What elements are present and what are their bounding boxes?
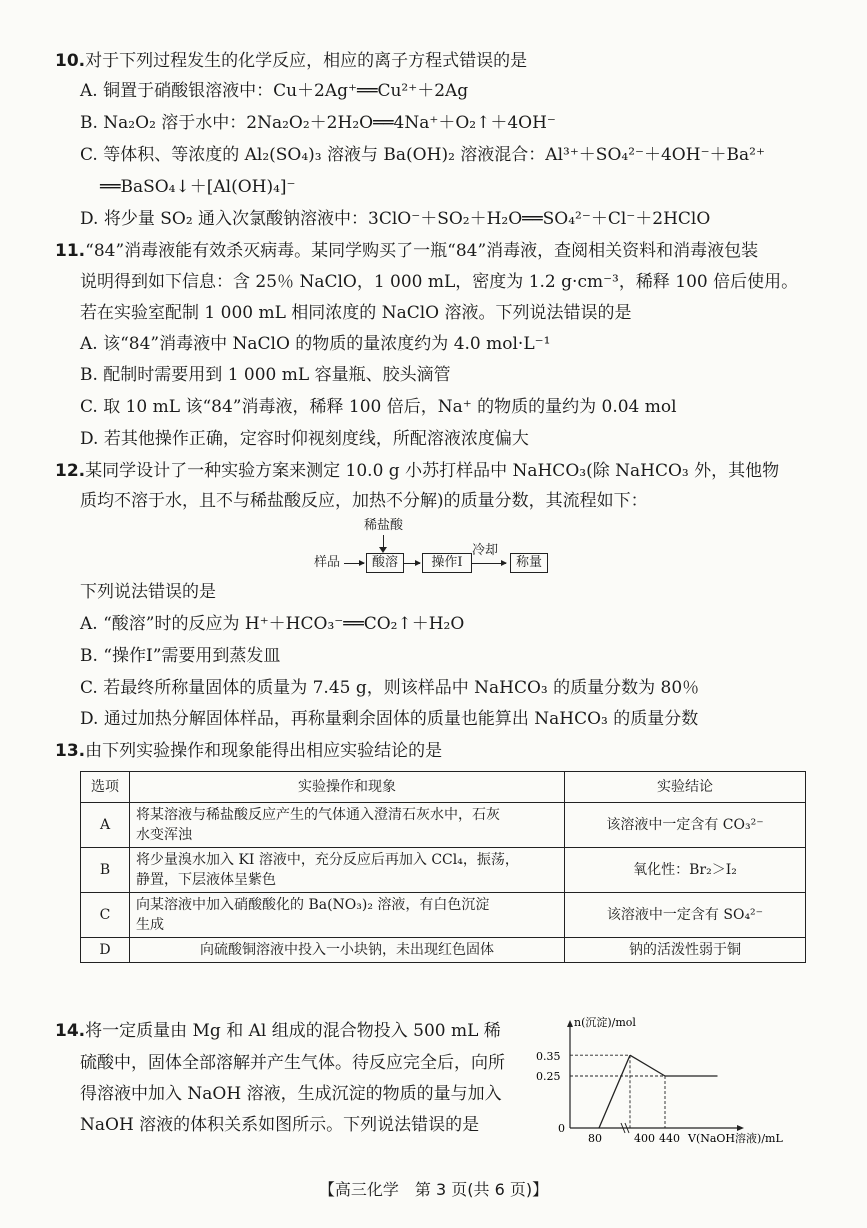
row-operation-line2: 水变浑浊	[136, 827, 192, 843]
row-operation: 向硫酸铜溶液中投入一小块钠，未出现红色固体	[130, 938, 565, 963]
y-tick-label: 0.35	[536, 1050, 561, 1063]
q11-stem-line1: “84”消毒液能有效杀灭病毒。某同学购买了一瓶“84”消毒液，查阅相关资料和消毒液包装	[85, 241, 759, 261]
row-option: C	[81, 893, 130, 938]
q13-number: 13.	[55, 741, 86, 761]
row-operation-line2: 静置，下层液体呈紫色	[136, 872, 276, 888]
q10-stem	[55, 50, 527, 72]
q11-option-a: A. 该“84”消毒液中 NaClO 的物质的量浓度约为 4.0 mol·L⁻¹	[80, 334, 551, 354]
q10-option-a: A. 铜置于硝酸银溶液中：Cu＋2Ag⁺══Cu²⁺＋2Ag	[80, 81, 469, 101]
q10-stem-text: 对于下列过程发生的化学反应，相应的离子方程式错误的是	[85, 51, 528, 71]
flow-step-weigh: 称量	[510, 553, 548, 573]
header-operation: 实验操作和现象	[130, 772, 565, 803]
table-header-row	[81, 772, 806, 803]
q14-stem-line4: NaOH 溶液的体积关系如图所示。下列说法错误的是	[80, 1115, 480, 1135]
q11-stem-line3: 若在实验室配制 1 000 mL 相同浓度的 NaClO 溶液。下列说法错误的是	[80, 303, 632, 323]
graph-marks	[570, 1055, 718, 1128]
q10-number: 10.	[55, 51, 86, 71]
x-tick-label: 440	[659, 1132, 680, 1145]
x-axis-label: V(NaOH溶液)/mL	[688, 1132, 783, 1145]
row-conclusion: 该溶液中一定含有 CO₃²⁻	[565, 803, 806, 848]
x-axis-arrow	[737, 1125, 744, 1131]
row-option: B	[81, 848, 130, 893]
q12-stem-line2: 质均不溶于水，且不与稀盐酸反应，加热不分解)的质量分数，其流程如下：	[80, 491, 648, 511]
y-axis-label: n(沉淀)/mol	[574, 1016, 636, 1029]
q13-stem	[55, 740, 442, 762]
x-tick-label: 400	[634, 1132, 655, 1145]
q12-stem-line1: 某同学设计了一种实验方案来测定 10.0 g 小苏打样品中 NaHCO₃(除 NaHCO₃ 外，其他物	[85, 461, 780, 481]
curve-segment	[630, 1055, 665, 1076]
row-option: A	[81, 803, 130, 848]
row-conclusion: 氧化性：Br₂＞I₂	[565, 848, 806, 893]
header-conclusion: 实验结论	[565, 772, 806, 803]
table-row	[81, 803, 806, 848]
row-operation-line1: 向某溶液中加入硝酸酸化的 Ba(NO₃)₂ 溶液，有白色沉淀	[136, 897, 490, 913]
q14-stem-line3: 得溶液中加入 NaOH 溶液，生成沉淀的物质的量与加入	[80, 1084, 502, 1104]
q11-stem-line2: 说明得到如下信息：含 25％ NaClO，1 000 mL，密度为 1.2 g·cm⁻³，稀释 100 倍后使用。	[80, 272, 799, 292]
header-option: 选项	[81, 772, 130, 803]
table-row	[81, 848, 806, 893]
q11-option-b: B. 配制时需要用到 1 000 mL 容量瓶、胶头滴管	[80, 365, 451, 385]
q14-stem-line2: 硫酸中，固体全部溶解并产生气体。待反应完全后，向所	[80, 1053, 505, 1073]
x-tick-label: 80	[588, 1132, 602, 1145]
row-option: D	[81, 938, 130, 963]
q13-stem-text: 由下列实验操作和现象能得出相应实验结论的是	[85, 741, 443, 761]
q10-option-d: D. 将少量 SO₂ 通入次氯酸钠溶液中：3ClO⁻＋SO₂＋H₂O══SO₄²⁻＋Cl⁻＋2HClO	[80, 209, 711, 229]
flow-arrow-1	[344, 563, 364, 564]
flow-cool: 冷却	[472, 543, 499, 558]
row-operation	[130, 893, 565, 938]
q12-lead: 下列说法错误的是	[80, 582, 216, 602]
row-conclusion: 该溶液中一定含有 SO₄²⁻	[565, 893, 806, 938]
q11-number: 11.	[55, 241, 86, 261]
curve-segment	[599, 1055, 630, 1128]
row-conclusion: 钠的活泼性弱于铜	[565, 938, 806, 963]
row-operation-line2: 生成	[136, 917, 164, 933]
q10-option-c: C. 等体积、等浓度的 Al₂(SO₄)₃ 溶液与 Ba(OH)₂ 溶液混合：Al³⁺＋SO₄²⁻＋4OH⁻＋Ba²⁺	[80, 145, 765, 165]
q10-option-c-cont: ══BaSO₄↓＋[Al(OH)₄]⁻	[100, 177, 296, 197]
q11-stem	[55, 240, 758, 262]
q11-option-d: D. 若其他操作正确，定容时仰视刻度线，所配溶液浓度偏大	[80, 429, 529, 449]
q12-number: 12.	[55, 461, 86, 481]
q12-option-b: B. “操作Ⅰ”需要用到蒸发皿	[80, 646, 281, 666]
table-row	[81, 938, 806, 963]
row-operation-line1: 将少量溴水加入 KI 溶液中，充分反应后再加入 CCl₄，振荡，	[136, 852, 519, 868]
q12-stem	[55, 460, 779, 482]
flow-arrow-3	[472, 563, 506, 564]
page-footer: 【高三化学 第 3 页(共 6 页)】	[318, 1180, 549, 1199]
q14-stem	[55, 1020, 501, 1042]
q12-flowchart	[306, 518, 566, 578]
q12-option-a: A. “酸溶”时的反应为 H⁺＋HCO₃⁻══CO₂↑＋H₂O	[80, 614, 465, 634]
row-operation	[130, 803, 565, 848]
q10-option-b: B. Na₂O₂ 溶于水中：2Na₂O₂＋2H₂O══4Na⁺＋O₂↑＋4OH⁻	[80, 113, 556, 133]
q14-number: 14.	[55, 1021, 86, 1041]
flow-step-operation: 操作Ⅰ	[422, 553, 472, 573]
q12-option-c: C. 若最终所称量固体的质量为 7.45 g，则该样品中 NaHCO₃ 的质量分数为 80％	[80, 678, 700, 698]
flow-arrow-2	[404, 563, 420, 564]
row-operation	[130, 848, 565, 893]
q12-option-d: D. 通过加热分解固体样品，再称量剩余固体的质量也能算出 NaHCO₃ 的质量分数	[80, 709, 699, 729]
flow-reagent: 稀盐酸	[364, 518, 404, 533]
table-row	[81, 893, 806, 938]
row-operation-line1: 将某溶液与稀盐酸反应产生的气体通入澄清石灰水中，石灰	[136, 807, 500, 823]
q14-precipitate-graph	[530, 1010, 820, 1150]
q11-option-c: C. 取 10 mL 该“84”消毒液，稀释 100 倍后，Na⁺ 的物质的量约为 0.04 mol	[80, 397, 677, 417]
q14-stem-line1: 将一定质量由 Mg 和 Al 组成的混合物投入 500 mL 稀	[85, 1021, 501, 1041]
y-tick-label: 0.25	[536, 1070, 561, 1083]
origin-label: 0	[558, 1122, 565, 1135]
flow-step-acid: 酸溶	[366, 553, 404, 573]
y-axis-arrow	[567, 1020, 573, 1027]
q13-table	[80, 771, 806, 963]
flow-sample: 样品	[314, 555, 341, 570]
